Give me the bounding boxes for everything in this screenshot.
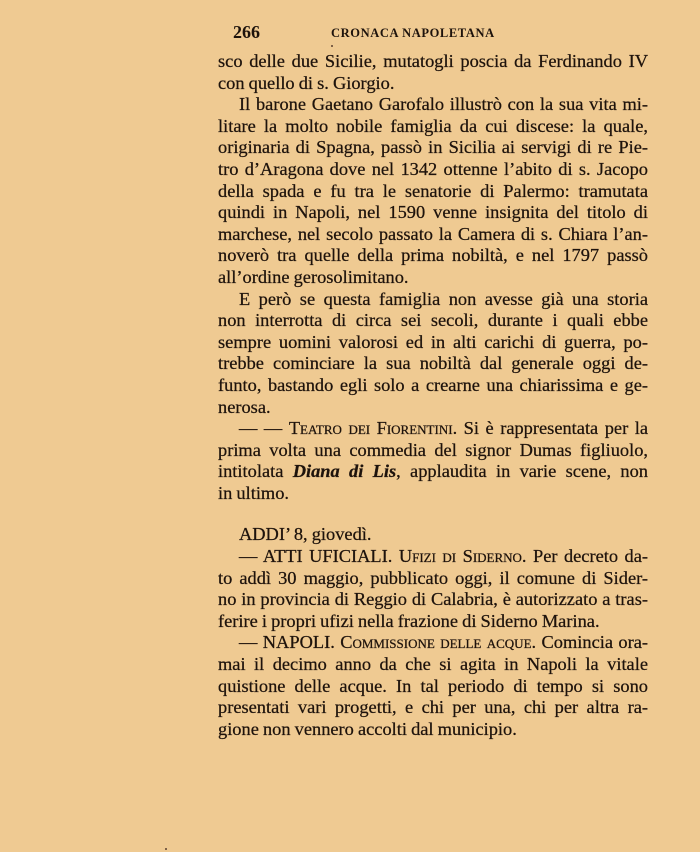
text-line: [218, 524, 648, 546]
text-line: [218, 611, 648, 633]
page-number: 266: [233, 22, 260, 42]
text-line: [218, 245, 648, 267]
speck: [165, 848, 167, 850]
text-segment: gione non vennero accolti dal municipio.: [218, 718, 517, 739]
text-segment: sempre uomini valorosi ed in alti carichi di guerra, po-: [218, 331, 648, 352]
text-line: [218, 697, 648, 719]
running-title: CRONACA NAPOLETANA: [331, 26, 495, 40]
text-line: [218, 267, 648, 289]
text-line: [218, 546, 648, 568]
section-heading: Teatro dei Fiorentini: [288, 418, 453, 439]
text-segment: quistione delle acque. In tal periodo di tempo si sono: [218, 675, 648, 696]
text-segment: trebbe cominciare la sua nobiltà dal generale oggi de-: [218, 353, 648, 374]
text-segment: in ultimo.: [218, 482, 290, 503]
text-line: [218, 654, 648, 676]
text-segment: . Si è rappresentata per la: [452, 418, 648, 439]
italic-title: Diana di Lis: [292, 461, 397, 482]
text-line: [218, 589, 648, 611]
text-line: [218, 353, 648, 375]
text-segment: mai il decimo anno da che si agita in Napoli la vitale: [218, 654, 648, 675]
text-line: [218, 568, 648, 590]
text-segment: con quello di s. Giorgio.: [218, 72, 395, 93]
text-line: [218, 51, 648, 73]
text-line: [218, 310, 648, 332]
text-segment: . Per decreto da-: [521, 546, 648, 567]
section-heading: Ufizi di Siderno: [398, 546, 522, 567]
text-segment: intitolata: [218, 461, 293, 482]
text-segment: nerosa.: [218, 396, 271, 417]
text-segment: — —: [239, 418, 289, 439]
text-line: [218, 73, 648, 95]
text-segment: tro d’Aragona dove nel 1342 ottenne l’abito di s. Jacopo: [218, 158, 648, 179]
text-segment: presentati vari progetti, e chi per una, chi per altra ra-: [218, 697, 648, 718]
text-line: [218, 397, 648, 419]
text-line: [218, 137, 648, 159]
text-line: [218, 159, 648, 181]
text-segment: . Comincia ora-: [531, 632, 648, 653]
text-line: [218, 483, 648, 505]
text-segment: litare la molto nobile famiglia da cui discese: la quale,: [218, 115, 648, 136]
text-line: [218, 418, 648, 440]
text-line: [218, 332, 648, 354]
text-segment: della spada e fu tra le senatorie di Palermo: tramutata: [218, 180, 648, 201]
text-line: [218, 719, 648, 741]
text-line: [218, 676, 648, 698]
text-segment: non interrotta di circa sei secoli, durante i quali ebbe: [218, 310, 648, 331]
text-segment: all’ordine gerosolimitano.: [218, 266, 409, 287]
text-segment: E però se questa famiglia non avesse già una storia: [239, 288, 648, 309]
text-segment: — ATTI UFICIALI.: [239, 546, 399, 567]
text-segment: quindi in Napoli, nel 1590 venne insignita del titolo di: [218, 202, 648, 223]
text-segment: marchese, nel secolo passato la Camera di s. Chiara l’an-: [218, 223, 648, 244]
text-line: [218, 461, 648, 483]
text-segment: Il barone Gaetano Garofalo illustrò con la sua vita mi-: [239, 94, 648, 115]
text-segment: ADDI’ 8, giovedì.: [239, 524, 372, 545]
text-segment: , applaudita in varie scene, non: [396, 461, 648, 482]
text-line: [218, 375, 648, 397]
text-line: [218, 440, 648, 462]
text-segment: originaria di Spagna, passò in Sicilia ai servigi di re Pie-: [218, 137, 648, 158]
text-segment: sco delle due Sicilie, mutatogli poscia da Ferdinando IV: [218, 51, 648, 71]
text-segment: prima volta una commedia del signor Dumas figliuolo,: [218, 439, 648, 460]
text-line: [218, 202, 648, 224]
text-line: [218, 289, 648, 311]
body-text: [218, 51, 648, 740]
text-segment: noverò tra quelle della prima nobiltà, e nel 1797 passò: [218, 245, 648, 266]
text-segment: ferire i propri ufizi nella frazione di Siderno Marina.: [218, 610, 600, 631]
text-line: [218, 632, 648, 654]
text-line: [218, 224, 648, 246]
running-header: [233, 22, 643, 44]
text-segment: to addì 30 maggio, pubblicato oggi, il comune di Sider-: [218, 567, 648, 588]
text-segment: — NAPOLI.: [239, 632, 341, 653]
text-line: [218, 116, 648, 138]
text-line: [218, 181, 648, 203]
section-heading: Commissione delle acque: [340, 632, 532, 653]
text-segment: funto, bastando egli solo a crearne una chiarissima e ge-: [218, 374, 648, 395]
speck: [331, 45, 333, 47]
text-segment: no in provincia di Reggio di Calabria, è autorizzato a tras-: [218, 589, 648, 610]
text-line: [218, 94, 648, 116]
